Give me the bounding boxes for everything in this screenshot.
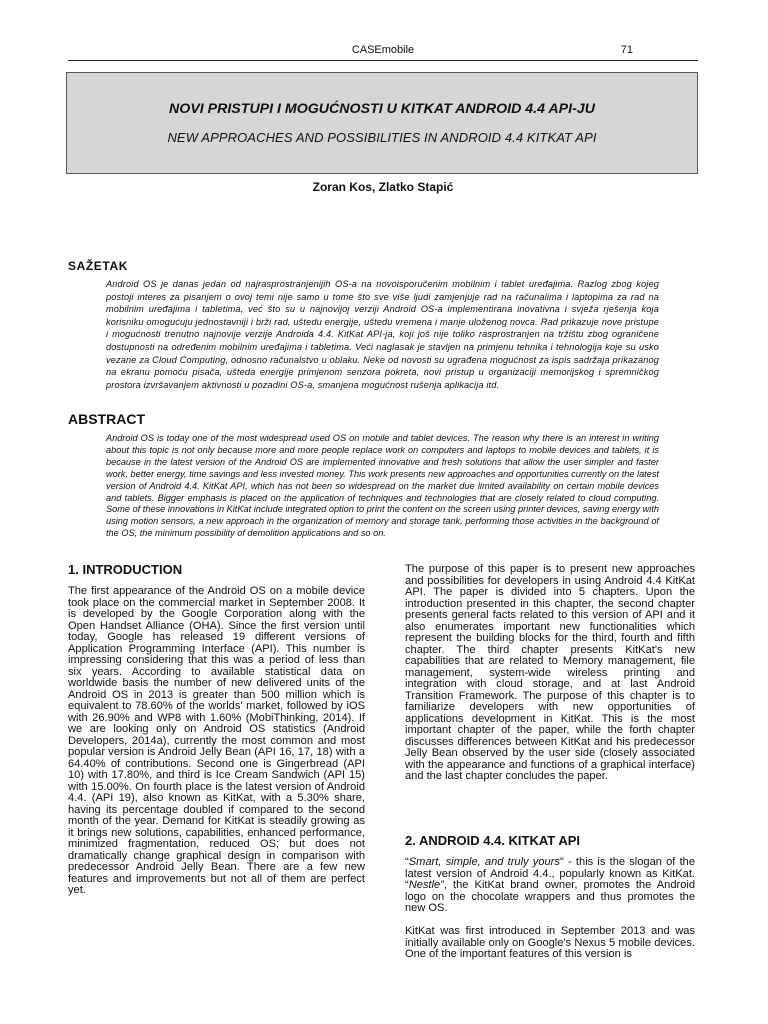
kitkat-intro-text: KitKat was first introduced in September 2013 and was initially available only on Google's Nexus 5 mobile devices. One of the important features of this version is	[405, 925, 695, 960]
title-english: NEW APPROACHES AND POSSIBILITIES IN ANDROID 4.4 KITKAT API	[167, 130, 597, 145]
authors: Zoran Kos, Zlatko Stapić	[312, 180, 454, 194]
nestle-name: Nestle”	[408, 879, 444, 891]
introduction-heading: 1. INTRODUCTION	[68, 562, 183, 577]
introduction-text: The first appearance of the Android OS on a mobile device took place on the commercial market in September 2008. It is developed by the Google Corporation along with the Open Handset Alliance (OHA). Since the first version until today, Google has released 19 different versions of Application Programming Interface (API). This number is impressing considering that this was a period of less than six years. According to available statistical data on worldwide basis the number of new delivered units of the Android OS in 2013 is greater than 500 million which is equivalent to 78.60% of the worlds' market, followed by iOS with 26.90% and WP8 with 1.60% (MobiThinking, 2014). If we are looking only on Android OS statistics (Android Developers, 2014a), currently the most common and most popular version is Android Jelly Bean (API 16, 17, 18) with a 64.40% of contributions. Second one is Gingerbread (API 10) with 17.80%, and third is Ice Cream Sandwich (API 15) with 15.00%. On fourth place is the latest version of Android 4.4. (API 19), also known as KitKat, with a 5.30% share, having its percentage doubled if compared to the second month of the year. Demand for KitKat is steadily growing as it brings new solutions, capabilities, enhanced performance, minimized fragmentation, reduced OS; but does not dramatically change graphical design in comparison with predecessor Android Jelly Bean. There are a few new features and improvements but not all of them are perfect yet.	[68, 585, 365, 896]
header-rule	[68, 60, 698, 61]
sazetak-text: Android OS je danas jedan od najrasprostranjenijih OS-a na novoisporučenim mobilnim i tablet uređajima. Razlog zbog kojeg postoji interes za pisanjem o ovoj temi nije samo u tome što sve više ljudi zamjenjuje rad na računalima i laptopima za rad na mobilnim uređajima i tabletima, već što su u najnovijoj verziji Android OS-a implementirana inovativna i svježa rješenja koja korisniku omogućuju jednostavniji i brži rad, uštedu energije, uštedu vremena i manje uloženog novca. Rad prikazuje nove pristupe i mogućnosti trenutno najnovije verzije Androida 4.4. KitKat API-ja, koji još nije toliko rasprostranjen na tržištu zbog ograničene dostupnosti na određenim mobilnim uređajima i tabletima. Veći naglasak je stavljen na primjenu tehnika i tehnologija koje su usko vezane za Cloud Computing, odnosno računalstvo u oblaku. Neke od novosti su ugrađena mogućnost za ispis sadržaja prikazanog na ekranu pomoću pisača, ušteda energije primjenom senzora pokreta, novi pristup u organizaciji memorijskog i spremničkog prostora izvršavanjem aktivnosti u pozadini OS-a, smanjena mogućnost rušenja aplikacija itd.	[106, 279, 659, 390]
slogan-paragraph	[405, 857, 695, 915]
slogan-open-quote: “	[405, 856, 409, 868]
slogan-tail: , the KitKat brand owner, promotes the Android logo on the chocolate wrappers and thus promotes the new OS.	[405, 879, 695, 914]
abstract-heading: ABSTRACT	[68, 411, 145, 427]
sazetak-heading: SAŽETAK	[68, 259, 128, 273]
title-box	[66, 72, 698, 174]
slogan-quote: Smart, simple, and truly yours	[408, 856, 560, 868]
purpose-text: The purpose of this paper is to present new approaches and possibilities for developers in using Android 4.4 KitKat API. The paper is divided into 5 chapters. Upon the introduction presented in this chapter, the second chapter presents general facts related to this version of API and it also enumerates important new functionalities which represent the building blocks for the third, fourth and fifth chapter. The third chapter presents KitKat's new capabilities that are related to Memory management, file management, system-wide wireless printing and integration with cloud storage, and at last Android Transition Framework. The purpose of this chapter is to familiarize developers with new opportunities of applications development in KitKat. This is the most important chapter of the paper, while the forth chapter discusses differences between KitKat and his predecessor Jelly Bean observed by the user side (closely associated with the appearance and functions of a graphical interface) and the last chapter concludes the paper.	[405, 563, 695, 782]
slogan-text: " - this is the slogan of the latest version of Android 4.4., popularly known as KitKat. “	[405, 856, 695, 891]
page-number: 71	[620, 44, 633, 56]
kitkat-api-heading: 2. ANDROID 4.4. KITKAT API	[405, 833, 581, 848]
page-header	[68, 42, 698, 58]
title-croatian: NOVI PRISTUPI I MOGUĆNOSTI U KITKAT ANDROID 4.4 API-JU	[169, 101, 595, 117]
journal-name: CASEmobile	[351, 44, 415, 56]
abstract-text: Android OS is today one of the most widespread used OS on mobile and tablet devices. The reason why there is an interest in writing about this topic is not only because more and more people replace work on computers and laptops to mobile devices and tablets, it is because in the latest version of the Android OS are implemented innovative and fresh solutions that allow the user simpler and faster work, better energy, time savings and less invested money. This work presents new approaches and opportunities currently on the latest version of Android 4.4. KitKat API, which has not been so widespread on the market due limited availability on certain mobile devices and tablets. Bigger emphasis is placed on the application of techniques and technologies that are closely related to cloud computing. Some of these innovations in KitKat include integrated option to print the content on the screen using printer devices, saving energy with using motion sensors, a new approach in the organization of memory and storage tank, performing those activities in the background of the OS, the minimum possibility of demolition applications and so on.	[106, 433, 659, 539]
